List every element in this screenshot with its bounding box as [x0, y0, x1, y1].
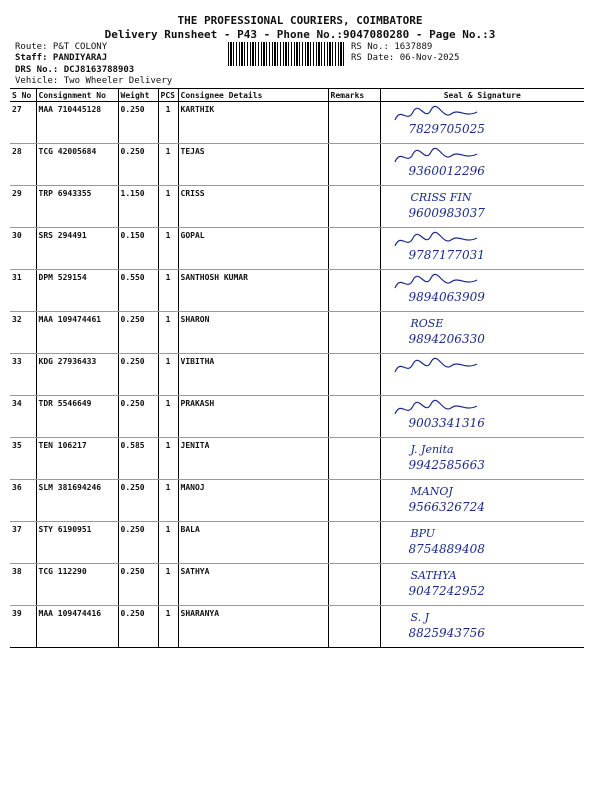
signature-name: SATHYA	[410, 569, 457, 582]
signature-phone: 9942585663	[408, 458, 485, 472]
row-remarks	[328, 312, 380, 354]
row-sno: 34	[10, 396, 36, 438]
row-sno: 31	[10, 270, 36, 312]
signature-phone: 8825943756	[408, 626, 485, 640]
row-signature	[380, 270, 584, 312]
row-pcs: 1	[158, 102, 178, 144]
row-remarks	[328, 102, 380, 144]
company-title: THE PROFESSIONAL COURIERS, COIMBATORE	[177, 14, 423, 27]
row-weight: 0.150	[118, 228, 158, 270]
row-pcs: 1	[158, 438, 178, 480]
row-remarks	[328, 228, 380, 270]
row-consignment: TEN 106217	[36, 438, 118, 480]
row-remarks	[328, 270, 380, 312]
row-sno: 38	[10, 564, 36, 606]
row-consignee: CRISS	[178, 186, 328, 228]
row-pcs: 1	[158, 228, 178, 270]
row-consignee: SHARANYA	[178, 606, 328, 648]
row-weight: 1.150	[118, 186, 158, 228]
row-consignee: GOPAL	[178, 228, 328, 270]
row-consignee: MANOJ	[178, 480, 328, 522]
table-row	[10, 186, 584, 228]
row-weight: 0.250	[118, 522, 158, 564]
row-signature	[380, 228, 584, 270]
row-consignee: SANTHOSH KUMAR	[178, 270, 328, 312]
drs-label: DRS No.: DCJ8163788903	[15, 65, 135, 75]
signature-phone: 9566326724	[408, 500, 485, 514]
row-sno: 37	[10, 522, 36, 564]
row-sno: 28	[10, 144, 36, 186]
signature-phone: 9003341316	[408, 416, 485, 430]
row-consignment: KDG 27936433	[36, 354, 118, 396]
row-signature	[380, 606, 584, 648]
route-label: Route: P&T COLONY	[15, 42, 108, 52]
table-row	[10, 606, 584, 648]
row-consignee: PRAKASH	[178, 396, 328, 438]
runsheet-table	[10, 88, 584, 648]
signature-phone: 9894063909	[408, 290, 485, 304]
row-consignee: SATHYA	[178, 564, 328, 606]
row-consignment: DPM 529154	[36, 270, 118, 312]
row-sno: 36	[10, 480, 36, 522]
row-remarks	[328, 186, 380, 228]
row-consignment: MAA 710445128	[36, 102, 118, 144]
row-consignment: TCG 42005684	[36, 144, 118, 186]
table-row	[10, 354, 584, 396]
table-row	[10, 312, 584, 354]
row-sno: 29	[10, 186, 36, 228]
signature-phone: 7829705025	[408, 122, 485, 136]
row-remarks	[328, 354, 380, 396]
row-remarks	[328, 480, 380, 522]
row-remarks	[328, 144, 380, 186]
col-signature: Seal & Signature	[380, 89, 584, 102]
row-pcs: 1	[158, 396, 178, 438]
row-weight: 0.250	[118, 564, 158, 606]
table-row	[10, 144, 584, 186]
table-row	[10, 522, 584, 564]
table-row	[10, 564, 584, 606]
row-weight: 0.250	[118, 144, 158, 186]
row-consignment: SRS 294491	[36, 228, 118, 270]
table-row	[10, 480, 584, 522]
row-signature	[380, 564, 584, 606]
col-pcs: PCS	[158, 89, 178, 102]
table-row	[10, 396, 584, 438]
signature-name: ROSE	[410, 317, 444, 330]
row-signature	[380, 102, 584, 144]
col-consignment: Consignment No	[36, 89, 118, 102]
row-sno: 39	[10, 606, 36, 648]
row-weight: 0.250	[118, 102, 158, 144]
row-remarks	[328, 564, 380, 606]
row-consignee: SHARON	[178, 312, 328, 354]
row-signature	[380, 144, 584, 186]
row-pcs: 1	[158, 480, 178, 522]
row-sno: 30	[10, 228, 36, 270]
row-consignee: KARTHIK	[178, 102, 328, 144]
col-sno: S No	[10, 89, 36, 102]
row-consignment: TRP 6943355	[36, 186, 118, 228]
signature-phone: 8754889408	[408, 542, 485, 556]
row-signature	[380, 438, 584, 480]
row-pcs: 1	[158, 270, 178, 312]
table-row	[10, 228, 584, 270]
signature-phone: 9600983037	[408, 206, 485, 220]
row-pcs: 1	[158, 186, 178, 228]
row-pcs: 1	[158, 312, 178, 354]
row-pcs: 1	[158, 354, 178, 396]
row-weight: 0.250	[118, 480, 158, 522]
table-row	[10, 270, 584, 312]
signature-phone: 9047242952	[408, 584, 485, 598]
signature-name: MANOJ	[410, 485, 453, 498]
signature-name: J. Jenita	[410, 443, 454, 456]
signature-name: BPU	[410, 527, 436, 540]
row-sno: 35	[10, 438, 36, 480]
row-weight: 0.585	[118, 438, 158, 480]
runsheet-subtitle: Delivery Runsheet - P43 - Phone No.:9047080280 - Page No.:3	[104, 28, 496, 41]
row-signature	[380, 186, 584, 228]
row-pcs: 1	[158, 144, 178, 186]
row-consignee: VIBITHA	[178, 354, 328, 396]
row-weight: 0.250	[118, 312, 158, 354]
col-weight: Weight	[118, 89, 158, 102]
row-pcs: 1	[158, 564, 178, 606]
row-consignment: MAA 109474461	[36, 312, 118, 354]
vehicle-label: Vehicle: Two Wheeler Delivery	[15, 76, 173, 86]
row-remarks	[328, 522, 380, 564]
row-weight: 0.250	[118, 396, 158, 438]
row-remarks	[328, 606, 380, 648]
barcode-image	[228, 42, 346, 66]
row-signature	[380, 354, 584, 396]
signature-name: CRISS FIN	[410, 191, 472, 204]
row-sno: 33	[10, 354, 36, 396]
row-signature	[380, 396, 584, 438]
row-pcs: 1	[158, 522, 178, 564]
row-consignment: TDR 5546649	[36, 396, 118, 438]
row-sno: 32	[10, 312, 36, 354]
row-pcs: 1	[158, 606, 178, 648]
row-weight: 0.250	[118, 354, 158, 396]
col-consignee: Consignee Details	[178, 89, 328, 102]
signature-name: S. J	[410, 611, 430, 624]
row-consignment: MAA 109474416	[36, 606, 118, 648]
rs-date: RS Date: 06-Nov-2025	[351, 53, 460, 63]
row-consignment: SLM 381694246	[36, 480, 118, 522]
row-signature	[380, 522, 584, 564]
handwritten-signature-icon	[391, 356, 481, 378]
row-weight: 0.550	[118, 270, 158, 312]
signature-phone: 9360012296	[408, 164, 485, 178]
row-consignee: JENITA	[178, 438, 328, 480]
row-consignment: STY 6190951	[36, 522, 118, 564]
row-remarks	[328, 396, 380, 438]
row-consignee: TEJAS	[178, 144, 328, 186]
row-signature	[380, 312, 584, 354]
signature-phone: 9787177031	[408, 248, 485, 262]
row-weight: 0.250	[118, 606, 158, 648]
signature-phone: 9894206330	[408, 332, 485, 346]
row-sno: 27	[10, 102, 36, 144]
table-row	[10, 102, 584, 144]
col-remarks: Remarks	[328, 89, 380, 102]
rs-number: RS No.: 1637889	[351, 42, 433, 52]
row-consignee: BALA	[178, 522, 328, 564]
row-signature	[380, 480, 584, 522]
row-remarks	[328, 438, 380, 480]
table-row	[10, 438, 584, 480]
table-header-row	[10, 89, 584, 102]
row-consignment: TCG 112290	[36, 564, 118, 606]
staff-label: Staff: PANDIYARAJ	[15, 53, 108, 63]
